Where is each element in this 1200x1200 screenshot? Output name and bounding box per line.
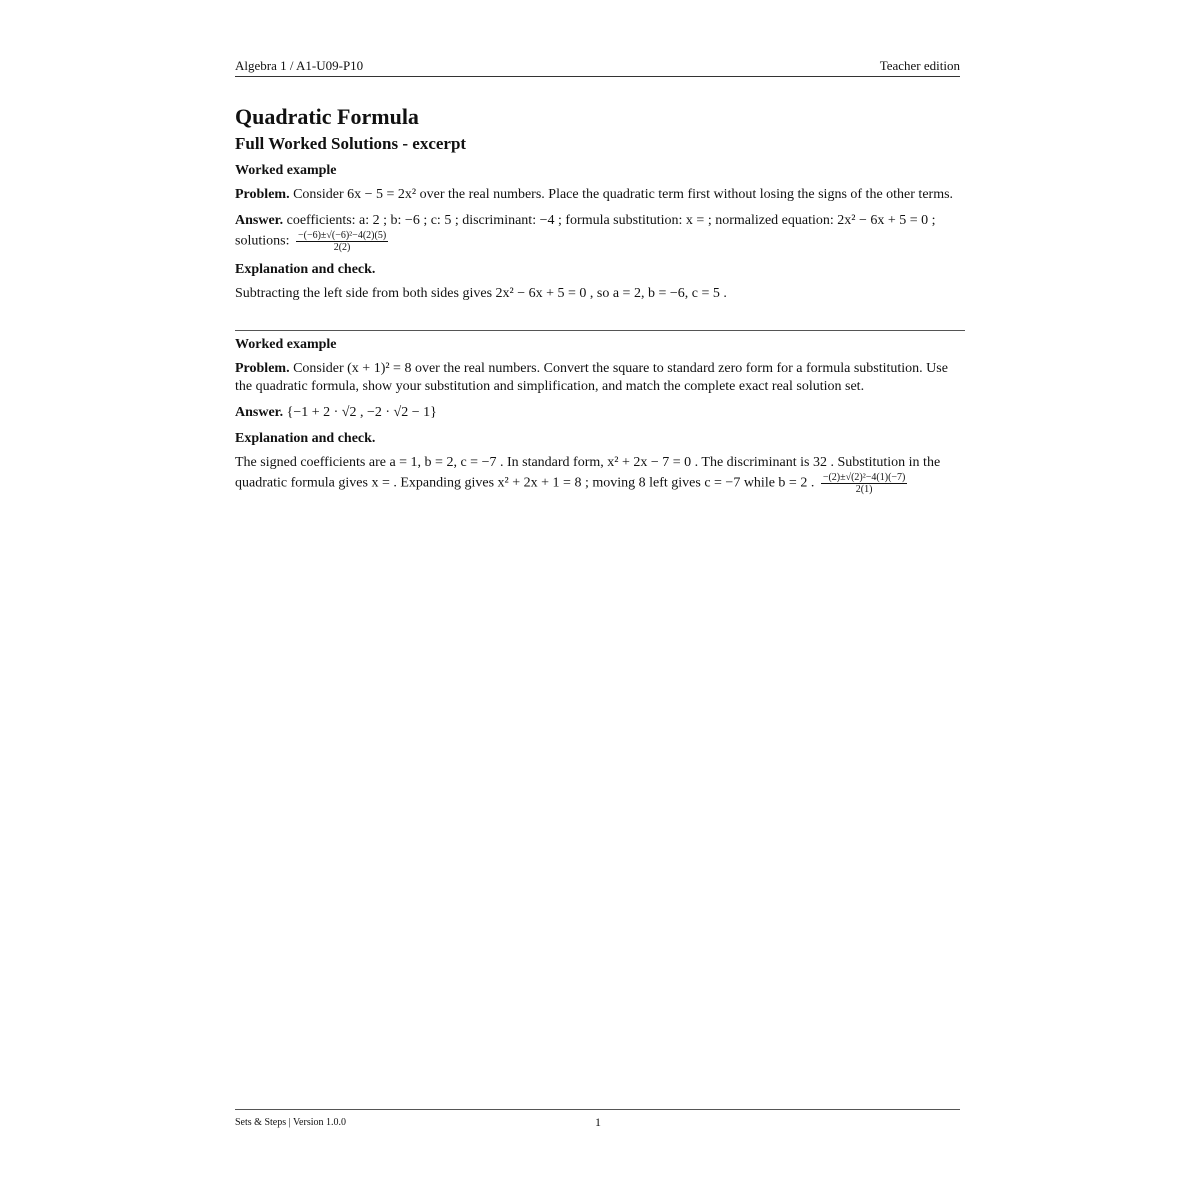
fraction-denominator: 2(2)	[333, 242, 351, 253]
answer-paragraph	[235, 404, 965, 422]
answer-text: coefficients: a: 2 ; b: −6 ; c: 5 ; discriminant: −4 ; formula substitution: x = ; normalized equation: 2x² − 6x + 5 = 0 ; solutions:	[235, 213, 936, 249]
explanation-heading: Explanation and check.	[235, 431, 376, 446]
example-heading: Worked example	[235, 337, 337, 352]
answer-label: Answer.	[235, 213, 284, 228]
page-subtitle: Full Worked Solutions - excerpt	[235, 134, 467, 153]
running-header	[235, 58, 960, 77]
explanation-text: The signed coefficients are a = 1, b = 2, c = −7 . In standard form, x² + 2x − 7 = 0 . The discriminant is 32 . Substitution in the quadratic formula gives x = . Expanding gives x² + 2x + 1 = 8 ; moving 8 left gives c = −7 while b = 2 .	[235, 455, 941, 491]
problem-label: Problem.	[235, 187, 290, 202]
header-edition-label: Teacher edition	[879, 58, 960, 73]
answer-label: Answer.	[235, 405, 284, 420]
worked-example-1	[235, 162, 965, 303]
quadratic-formula-fraction	[821, 472, 908, 495]
answer-text: {−1 + 2 · √2 , −2 · √2 − 1}	[286, 405, 437, 420]
example-heading: Worked example	[235, 163, 337, 178]
fraction-numerator: −(−6)±√(−6)²−4(2)(5)	[297, 230, 387, 241]
document-page	[235, 0, 965, 1200]
answer-paragraph	[235, 212, 965, 253]
explanation-heading: Explanation and check.	[235, 262, 376, 277]
problem-text: Consider (x + 1)² = 8 over the real numbers. Convert the square to standard zero form for a formula substitution. Use the quadratic formula, show your substitution and simplification, and match the complete exact real solution set.	[235, 361, 948, 394]
fraction-denominator: 2(1)	[855, 484, 873, 495]
worked-example-2	[235, 336, 965, 495]
problem-paragraph	[235, 186, 965, 204]
explanation-text: Subtracting the left side from both sides gives 2x² − 6x + 5 = 0 , so a = 2, b = −6, c = 5 .	[235, 286, 727, 301]
page-title: Quadratic Formula	[235, 104, 419, 129]
quadratic-formula-fraction	[296, 230, 388, 253]
section-divider	[235, 330, 965, 331]
problem-text: Consider 6x − 5 = 2x² over the real numbers. Place the quadratic term first without losing the signs of the other terms.	[293, 187, 954, 202]
problem-label: Problem.	[235, 361, 290, 376]
header-course-label: Algebra 1 / A1-U09-P10	[235, 58, 364, 73]
fraction-numerator: −(2)±√(2)²−4(1)(−7)	[822, 472, 906, 483]
problem-paragraph	[235, 360, 965, 396]
explanation-paragraph	[235, 454, 965, 495]
page-number: 1	[595, 1115, 601, 1129]
footer-version-label: Sets & Steps | Version 1.0.0	[235, 1117, 346, 1128]
footer-rule	[235, 1109, 960, 1110]
